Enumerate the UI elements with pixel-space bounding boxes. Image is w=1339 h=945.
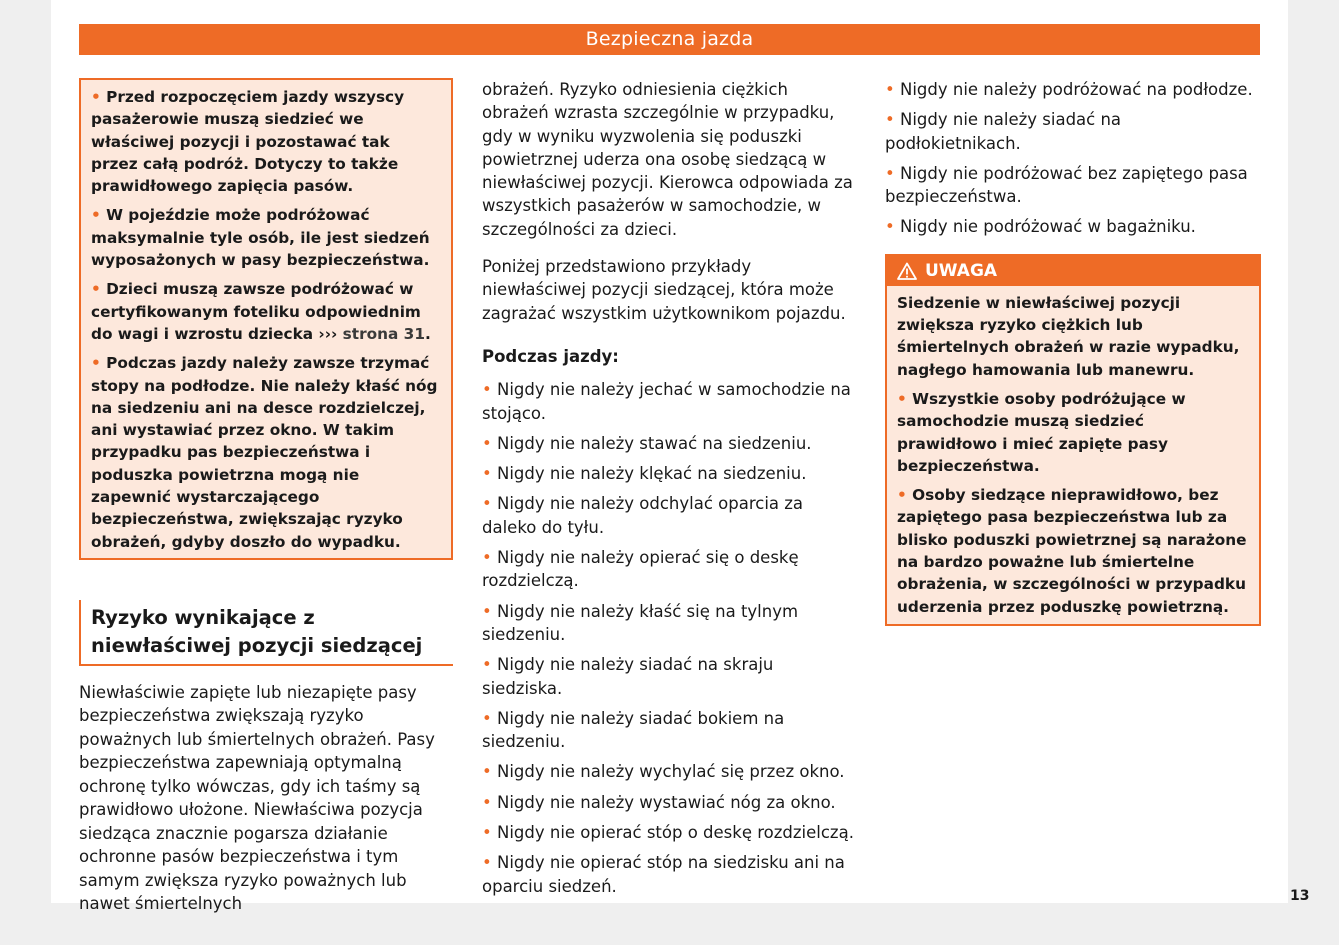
bullet-icon: • [897,486,907,505]
travel-rules-list [885,78,1261,239]
page-reference-link[interactable]: strona 31 [342,324,425,343]
bullet-icon: • [91,88,101,106]
warning-item: • Wszystkie osoby podróżujące w samochodzie muszą siedzieć prawidłowo i mieć zapięte pasy bezpieczeństwa. [897,389,1186,475]
page-number: 13 [1290,888,1310,904]
bullet-icon: • [482,762,492,782]
bullet-icon: • [897,389,907,408]
warning-box [885,254,1261,626]
warning-title: UWAGA [925,260,998,281]
warning-body [887,286,1259,624]
rule-item: • Nigdy nie należy stawać na siedzeniu. [482,433,812,453]
bullet-icon: • [482,548,492,568]
rule-item: • Nigdy nie podróżować w bagażniku. [885,217,1196,237]
warning-triangle-icon [897,262,917,280]
bullet-icon: • [482,853,492,873]
bullet-icon: • [482,380,492,400]
warning-intro: Siedzenie w niewłaściwej pozycji zwiększa ryzyko ciężkich lub śmiertelnych obrażeń w razie wypadku, nagłego hamowania lub manewru. [897,293,1240,379]
warning-item: • Osoby siedzące nieprawidłowo, bez zapiętego pasa bezpieczeństwa lub za blisko poduszki powietrznej są narażone na bardzo poważne lub śmiertelne obrażenia, w szczególności w przypadku uderzenia przez poduszkę powietrzną. [897,486,1247,616]
warning-header [887,256,1259,286]
rule-item: • Nigdy nie należy opierać się o deskę rozdzielczą. [482,548,799,591]
rule-item: • Nigdy nie opierać stóp na siedzisku ani na oparciu siedzeń. [482,853,845,896]
bullet-icon: • [885,217,895,237]
section-heading: Ryzyko wynikające z niewłaściwej pozycji siedzącej [79,600,453,666]
notice-item: • W pojeździe może podróżować maksymalnie tyle osób, ile jest siedzeń wyposażonych w pasy bezpieczeństwa. [91,206,430,270]
bullet-icon: • [482,655,492,675]
subheading-driving: Podczas jazdy: [482,346,619,366]
section-paragraph: Niewłaściwie zapięte lub niezapięte pasy bezpieczeństwa zwiększają ryzyko poważnych lub śmiertelnych obrażeń. Pasy bezpieczeństwa zapewniają optymalną ochronę tylko wówczas, gdy ich taśmy są prawidłowo ułożone. Niewłaściwa pozycja siedząca znacznie pogarsza działanie ochronne pasów bezpieczeństwa i tym samym zwiększa ryzyko poważnych lub nawet śmiertelnych [79,682,435,914]
paragraph-continued: obrażeń. Ryzyko odniesienia ciężkich obrażeń wzrasta szczególnie w przypadku, gdy w wyniku wyzwolenia się poduszki powietrznej uderza ona osobę siedzącą w niewłaściwej pozycji. Kierowca odpowiada za wszystkich pasażerów w samochodzie, w szczególności za dzieci. [482,80,853,239]
notice-item: • Dzieci muszą zawsze podróżować w certyfikowanym foteliku odpowiednim do wagi i wzrostu dziecka ››› strona 31. [91,280,431,343]
bullet-icon: • [482,792,492,812]
bullet-icon: • [885,110,895,130]
cross-reference-arrows: ››› [318,324,338,343]
column-middle [482,78,858,905]
bullet-icon: • [885,80,895,99]
bullet-icon: • [91,206,101,225]
bullet-icon: • [91,280,101,299]
rule-item: • Nigdy nie należy podróżować na podłodze. [885,80,1253,99]
rule-item: • Nigdy nie należy wystawiać nóg za okno. [482,792,836,812]
rule-item: • Nigdy nie należy jechać w samochodzie na stojąco. [482,380,851,423]
column-left [79,78,453,916]
rule-item: • Nigdy nie opierać stóp o deskę rozdzielczą. [482,823,854,843]
rule-item: • Nigdy nie należy klękać na siedzeniu. [482,464,807,484]
bullet-icon: • [91,354,101,373]
rule-item: • Nigdy nie należy wychylać się przez okno. [482,762,845,782]
bullet-icon: • [482,601,492,621]
column-right [885,78,1261,626]
bullet-icon: • [482,433,492,453]
rule-item: • Nigdy nie podróżować bez zapiętego pasa bezpieczeństwa. [885,163,1248,207]
rule-item: • Nigdy nie należy siadać na skraju siedziska. [482,655,774,698]
rule-item: • Nigdy nie należy kłaść się na tylnym siedzeniu. [482,601,799,644]
driving-rules-list [482,378,858,898]
important-notice-box [79,78,453,560]
rule-item: • Nigdy nie należy siadać bokiem na siedzeniu. [482,708,785,752]
bullet-icon: • [482,708,492,728]
rule-item: • Nigdy nie należy siadać na podłokietnikach. [885,110,1122,153]
paragraph-examples: Poniżej przedstawiono przykłady niewłaściwej pozycji siedzącej, która może zagrażać wszystkim użytkownikom pojazdu. [482,257,846,323]
bullet-icon: • [482,464,492,484]
notice-item: • Przed rozpoczęciem jazdy wszyscy pasażerowie muszą siedzieć we właściwej pozycji i pozostawać tak przez całą podróż. Dotyczy to także prawidłowego zapięcia pasów. [91,88,405,196]
notice-item: • Podczas jazdy należy zawsze trzymać stopy na podłodze. Nie należy kłaść nóg na siedzeniu ani na desce rozdzielczej, ani wystawiać przez okno. W takim przypadku pas bezpieczeństwa i poduszka powietrzna mogą nie zapewnić wystarczającego bezpieczeństwa, zwiększając ryzyko obrażeń, gdyby doszło do wypadku. [91,354,438,551]
rule-item: • Nigdy nie należy odchylać oparcia za daleko do tyłu. [482,494,804,537]
bullet-icon: • [482,823,492,843]
bullet-icon: • [482,494,492,514]
bullet-icon: • [885,163,895,183]
chapter-header: Bezpieczna jazda [79,24,1260,55]
